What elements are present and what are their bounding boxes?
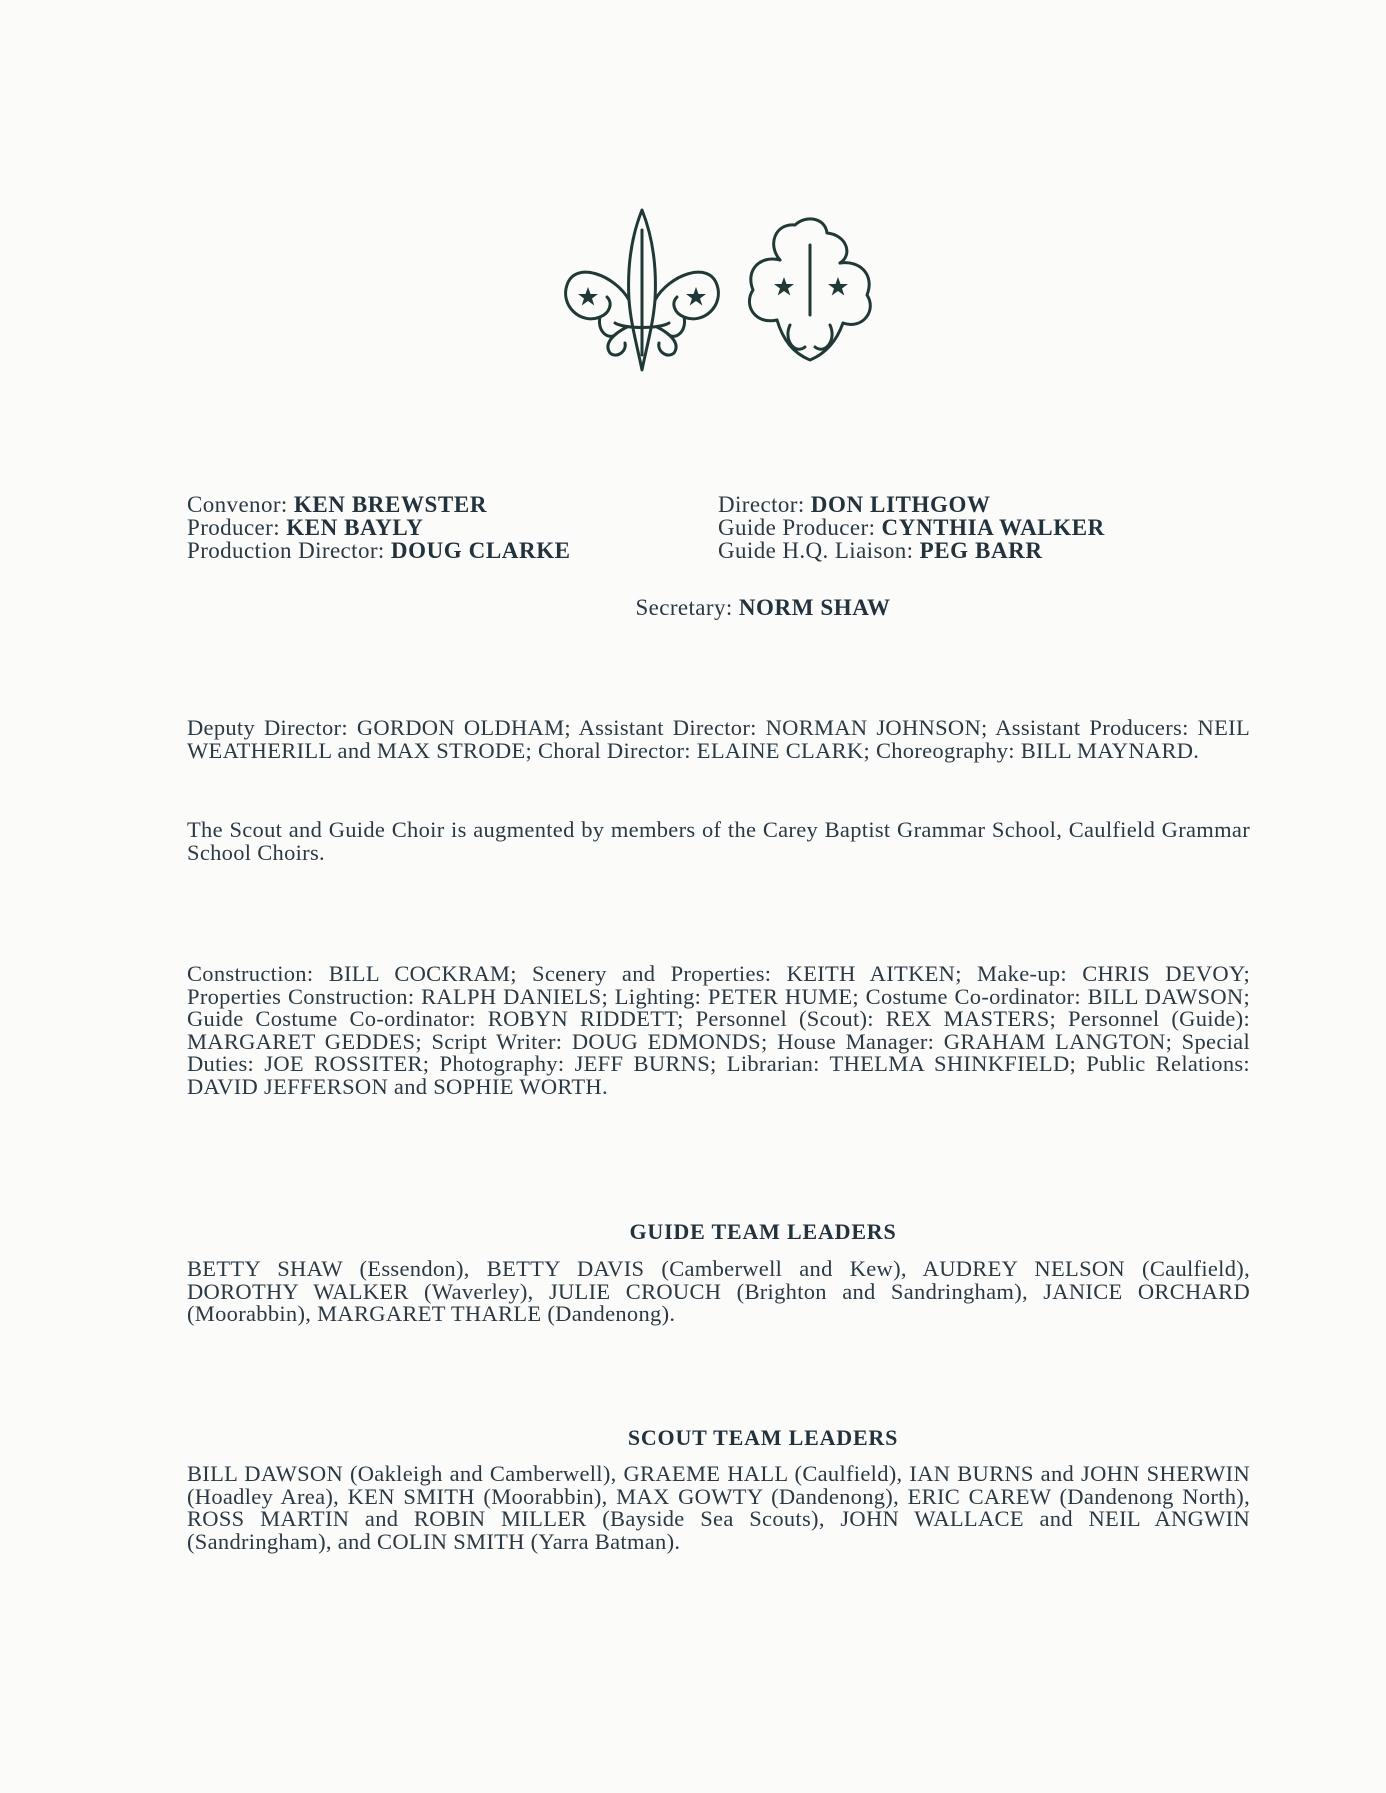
credit-name: KEN BREWSTER — [293, 492, 488, 517]
credit-role: Director: — [718, 492, 805, 517]
guide-team-leaders-heading — [0, 1219, 1386, 1245]
credit-name: CYNTHIA WALKER — [881, 515, 1105, 540]
trefoil-star-left-icon — [774, 277, 794, 296]
scout-team-leaders-heading — [0, 1425, 1386, 1451]
secretary-role: Secretary: — [635, 595, 733, 620]
credit-role: Producer: — [187, 515, 281, 540]
credit-row-guide-hq-liaison — [718, 539, 1105, 562]
guide-heading-text: GUIDE TEAM LEADERS — [629, 1219, 897, 1244]
credit-name: DOUG CLARKE — [390, 538, 571, 563]
emblem-group — [555, 205, 885, 380]
crew-paragraph: Construction: BILL COCKRAM; Scenery and Properties: KEITH AITKEN; Make-up: CHRIS DEVOY; Properties Construction: RALPH DANIELS; Lighting: PETER HUME; Costume Co-ordinator: BILL DAWSON; Guide Costume Co-ordinator: ROBYN RIDDETT; Personnel (Scout): REX MASTERS; Personnel (Guide): MARGARET GEDDES; Script Writer: DOUG EDMONDS; House Manager: GRAHAM LANGTON; Special Duties: JOE ROSSITER; Photography: JEFF BURNS; Librarian: THELMA SHINKFIELD; Public Relations: DAVID JEFFERSON and SOPHIE WORTH. — [187, 961, 1250, 1099]
credit-row-producer — [187, 516, 571, 539]
trefoil-icon — [749, 219, 870, 360]
credit-name: PEG BARR — [919, 538, 1043, 563]
credit-name: KEN BAYLY — [286, 515, 424, 540]
secretary-line — [0, 595, 1386, 621]
fleur-star-right-icon — [686, 287, 706, 306]
scout-team-leaders-paragraph: BILL DAWSON (Oakleigh and Camberwell), GRAEME HALL (Caulfield), IAN BURNS and JOHN SHERWIN (Hoadley Area), KEN SMITH (Moorabbin), MAX GOWTY (Dandenong), ERIC CAREW (Dandenong North), ROSS MARTIN and ROBIN MILLER (Bayside Sea Scouts), JOHN WALLACE and NEIL ANGWIN (Sandringham), and COLIN SMITH (Yarra Batman). — [187, 1461, 1250, 1554]
secretary-name: NORM SHAW — [738, 595, 891, 620]
fleur-star-left-icon — [578, 287, 598, 306]
credit-role: Guide H.Q. Liaison: — [718, 538, 914, 563]
scout-heading-text: SCOUT TEAM LEADERS — [627, 1425, 899, 1450]
credit-row-production-director — [187, 539, 571, 562]
credit-row-director — [718, 493, 1105, 516]
credit-row-guide-producer — [718, 516, 1105, 539]
emblems — [555, 205, 885, 380]
credits-left — [187, 493, 571, 562]
assistants-paragraph: Deputy Director: GORDON OLDHAM; Assistant Director: NORMAN JOHNSON; Assistant Producers: NEIL WEATHERILL and MAX STRODE; Choral Director: ELAINE CLARK; Choreography: BILL MAYNARD. — [187, 715, 1250, 763]
credit-role: Guide Producer: — [718, 515, 876, 540]
choir-paragraph: The Scout and Guide Choir is augmented by members of the Carey Baptist Grammar School, Caulfield Grammar School Choirs. — [187, 817, 1250, 865]
credit-role: Production Director: — [187, 538, 385, 563]
credit-row-convenor — [187, 493, 571, 516]
credits-right — [718, 493, 1105, 562]
guide-team-leaders-paragraph: BETTY SHAW (Essendon), BETTY DAVIS (Camberwell and Kew), AUDREY NELSON (Caulfield), DOROTHY WALKER (Waverley), JULIE CROUCH (Brighton and Sandringham), JANICE ORCHARD (Moorabbin), MARGARET THARLE (Dandenong). — [187, 1256, 1250, 1326]
trefoil-star-right-icon — [828, 277, 848, 296]
credit-role: Convenor: — [187, 492, 288, 517]
credit-name: DON LITHGOW — [810, 492, 991, 517]
